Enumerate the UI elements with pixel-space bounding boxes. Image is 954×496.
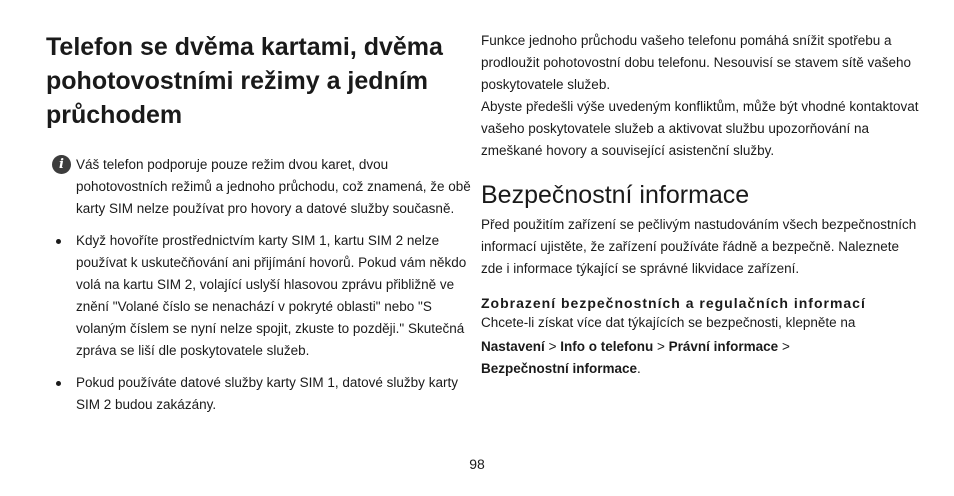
- bullet-icon: [56, 239, 61, 244]
- subsection-title: Zobrazení bezpečnostních a regulačních informací: [481, 295, 866, 311]
- bullet-list: [46, 230, 476, 416]
- bullet-icon: [56, 381, 61, 386]
- subsection-text: Chcete-li získat více dat týkajících se bezpečnosti, klepněte na: [481, 315, 856, 330]
- path-step: Právní informace: [668, 339, 779, 354]
- list-item-text: Když hovoříte prostřednictvím karty SIM 1, kartu SIM 2 nelze používat k uskutečňování ani přijímání hovorů. Pokud vám někdo volá na kartu SIM 2, volající uslyší hlasovou zprávu přibližně ve znění "Volané číslo se nenachází v pokryté oblasti" nebo "S volaným číslem se nyní nelze spojit, zkuste to později." Skutečná zpráva se liší dle poskytovatele služeb.: [76, 233, 467, 358]
- left-column: [46, 30, 476, 426]
- list-item-text: Pokud používáte datové služby karty SIM 1, datové služby karty SIM 2 budou zakázány.: [76, 375, 458, 412]
- path-separator: >: [548, 339, 557, 354]
- chapter-title: [46, 30, 476, 132]
- path-separator: >: [781, 339, 790, 354]
- path-separator: >: [656, 339, 665, 354]
- info-icon: i: [52, 155, 71, 174]
- section-title: Bezpečnostní informace: [481, 181, 750, 209]
- chapter-title-line: pohotovostními režimy a jedním: [46, 67, 428, 95]
- list-item: [46, 230, 476, 362]
- page-number: 98: [469, 456, 485, 472]
- paragraph: Abyste předešli výše uvedeným konfliktům, může být vhodné kontaktovat vašeho poskytovatele služeb a aktivovat službu upozorňování na zmeškané hovory a související asistenční služby.: [481, 99, 919, 158]
- path-end: .: [637, 361, 641, 376]
- list-item: [46, 372, 476, 416]
- path-step: Bezpečnostní informace: [481, 361, 638, 376]
- note-text: Váš telefon podporuje pouze režim dvou karet, dvou pohotovostních režimů a jednoho průchodu, což znamená, že obě karty SIM nelze používat pro hovory a datové služby současně.: [76, 157, 471, 216]
- path-step: Info o telefonu: [560, 339, 654, 354]
- info-note: [46, 154, 476, 220]
- chapter-title-line: Telefon se dvěma kartami, dvěma: [46, 33, 443, 61]
- right-column: [481, 30, 921, 380]
- paragraph: Funkce jednoho průchodu vašeho telefonu pomáhá snížit spotřebu a prodloužit pohotovostní dobu telefonu. Nesouvisí se stavem sítě vašeho poskytovatele služeb.: [481, 33, 912, 92]
- chapter-title-line: průchodem: [46, 101, 183, 129]
- section-text: Před použitím zařízení se pečlivým nastudováním všech bezpečnostních informací ujistěte, že zařízení používáte řádně a bezpečně. Naleznete zde i informace týkající se správné likvidace zařízení.: [481, 217, 917, 276]
- settings-path: [481, 336, 921, 380]
- path-step: Nastavení: [481, 339, 545, 354]
